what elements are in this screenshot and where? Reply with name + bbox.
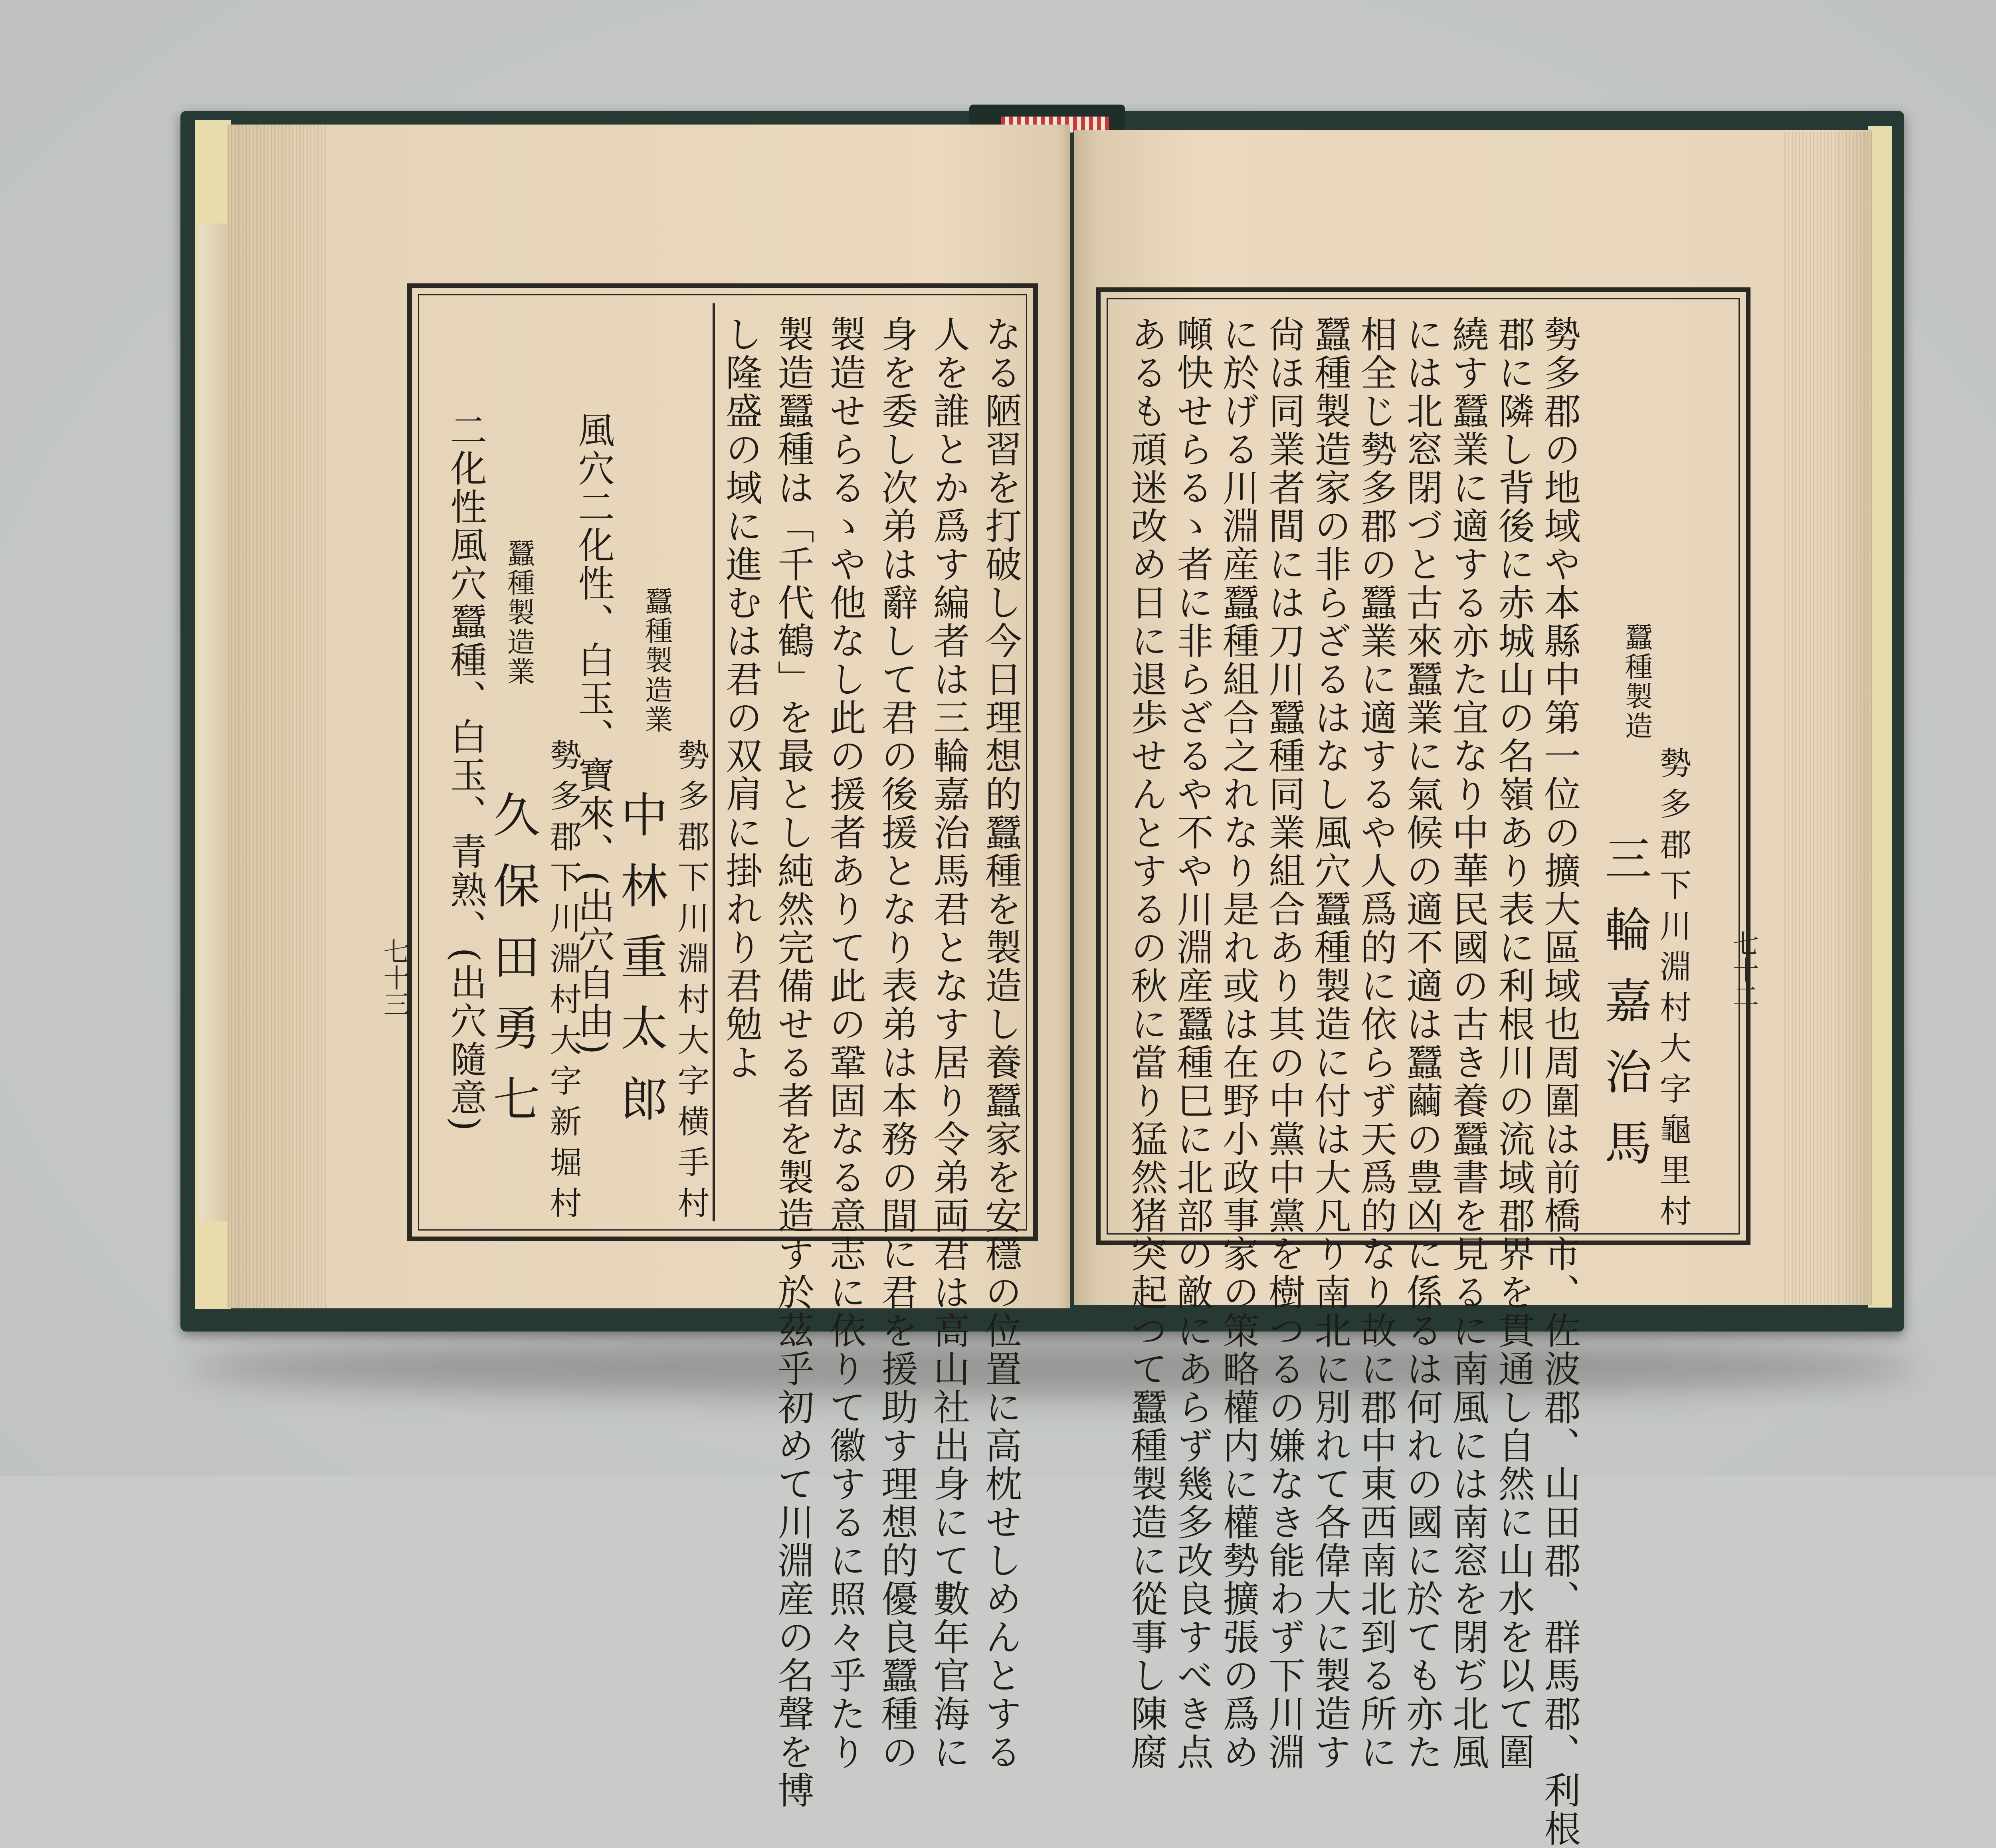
entry-2-description: 二化性風穴蠶種、白玉、青熟、(出穴隨意) [444, 411, 487, 1133]
right-body-line-9: 噸快せらるゝ者に非らざるや不や川淵産蠶種巳に北部の敵にあらず幾多改良すべき点 [1171, 315, 1214, 1771]
book-shadow [188, 1337, 1916, 1397]
left-body-line-3: 身を委し次弟は辭して君の後援となり表弟は本務の間に君を援助す理想的優良蠶種の [875, 315, 918, 1771]
entry-1-description: 風穴二化性、白玉、寶來、(出穴自由) [572, 411, 615, 1056]
left-body-line-4: 製造せらるゝや他なし此の援者ありて此の鞏固なる意志に依りて徽するに照々乎たり [824, 315, 866, 1771]
left-tab-strip [199, 224, 227, 1221]
entry-1-address: 勢多郡下川淵村大字横手村 [672, 738, 709, 1227]
right-header-name: 三輪嘉治馬 [1597, 834, 1652, 1189]
entry-1-name: 中林重太郎 [613, 790, 668, 1146]
right-body-line-6: 蠶種製造家の非らざるはなし風穴蠶種製造に付は大凡り南北に別れて各偉大に製造す [1309, 315, 1351, 1771]
left-body-line-1: なる陋習を打破し今日理想的蠶種を製造し養蠶家を安穩の位置に高枕せしめんとする [979, 315, 1022, 1771]
left-page-stack [228, 125, 327, 1308]
right-page-number: 七十二 [1728, 930, 1759, 1009]
entry-1-category: 蠶種製造業 [640, 587, 673, 734]
entry-2-name: 久保田勇七 [485, 790, 540, 1146]
left-body-line-6: し隆盛の域に進むは君の双肩に掛れり君勉よ [720, 315, 762, 1082]
right-body-line-5: 相全じ勢多郡の蠶業に適するや人爲的に依らず天爲的なり故に郡中東西南北到る所に [1354, 315, 1397, 1771]
right-body-line-4: には北窓閉づと古來蠶業に氣候の適不適は蠶繭の豊凶に係るは何れの國に於ても亦た [1400, 315, 1443, 1771]
right-header-address: 勢多郡下川淵村大字龜里村 [1654, 746, 1691, 1235]
entry-2-address: 勢多郡下川淵村大字新堀村 [545, 738, 582, 1227]
right-body-line-2: 郡に隣し背後に赤城山の名嶺あり表に利根川の流域郡界を貫通し自然に山水を以て圍 [1492, 315, 1535, 1771]
right-body-line-1: 勢多郡の地域や本縣中第一位の擴大區域也周圍は前橋市、佐波郡、山田郡、群馬郡、利根 [1538, 315, 1581, 1848]
right-body-line-7: 尙ほ同業者間には刀川蠶種同業組合あり其の中黨中黨を樹つるの嫌なき能わず下川淵 [1263, 315, 1305, 1771]
right-body-line-3: 繞す蠶業に適する亦た宜なり中華民國の古き養蠶書を見るに南風には南窓を閉ぢ北風 [1446, 315, 1489, 1771]
right-body-line-8: に於げる川淵産蠶種組合之れなり是れ或は在野小政事家の策略權内に權勢擴張の爲め [1217, 315, 1259, 1771]
left-body-line-5: 製造蠶種は「千代鶴」を最とし純然完備せる者を製造す於茲乎初めて川淵産の名聲を博 [772, 315, 814, 1810]
left-body-line-2: 人を誰とか爲す編者は三輪嘉治馬君となす居り令弟両君は高山社出身にて數年官海に [927, 315, 970, 1771]
entry-2-category: 蠶種製造業 [503, 539, 535, 687]
right-body-line-10: あるも頑迷改め日に退歩せんとするの秋に當り猛然猪突起つて蠶種製造に從事し陳腐 [1125, 315, 1168, 1771]
left-page-number: 七十三 [379, 938, 410, 1017]
left-entry-divider [713, 303, 715, 1221]
right-page-stack [1784, 132, 1872, 1305]
right-header-category: 蠶種製造 [1620, 623, 1653, 741]
